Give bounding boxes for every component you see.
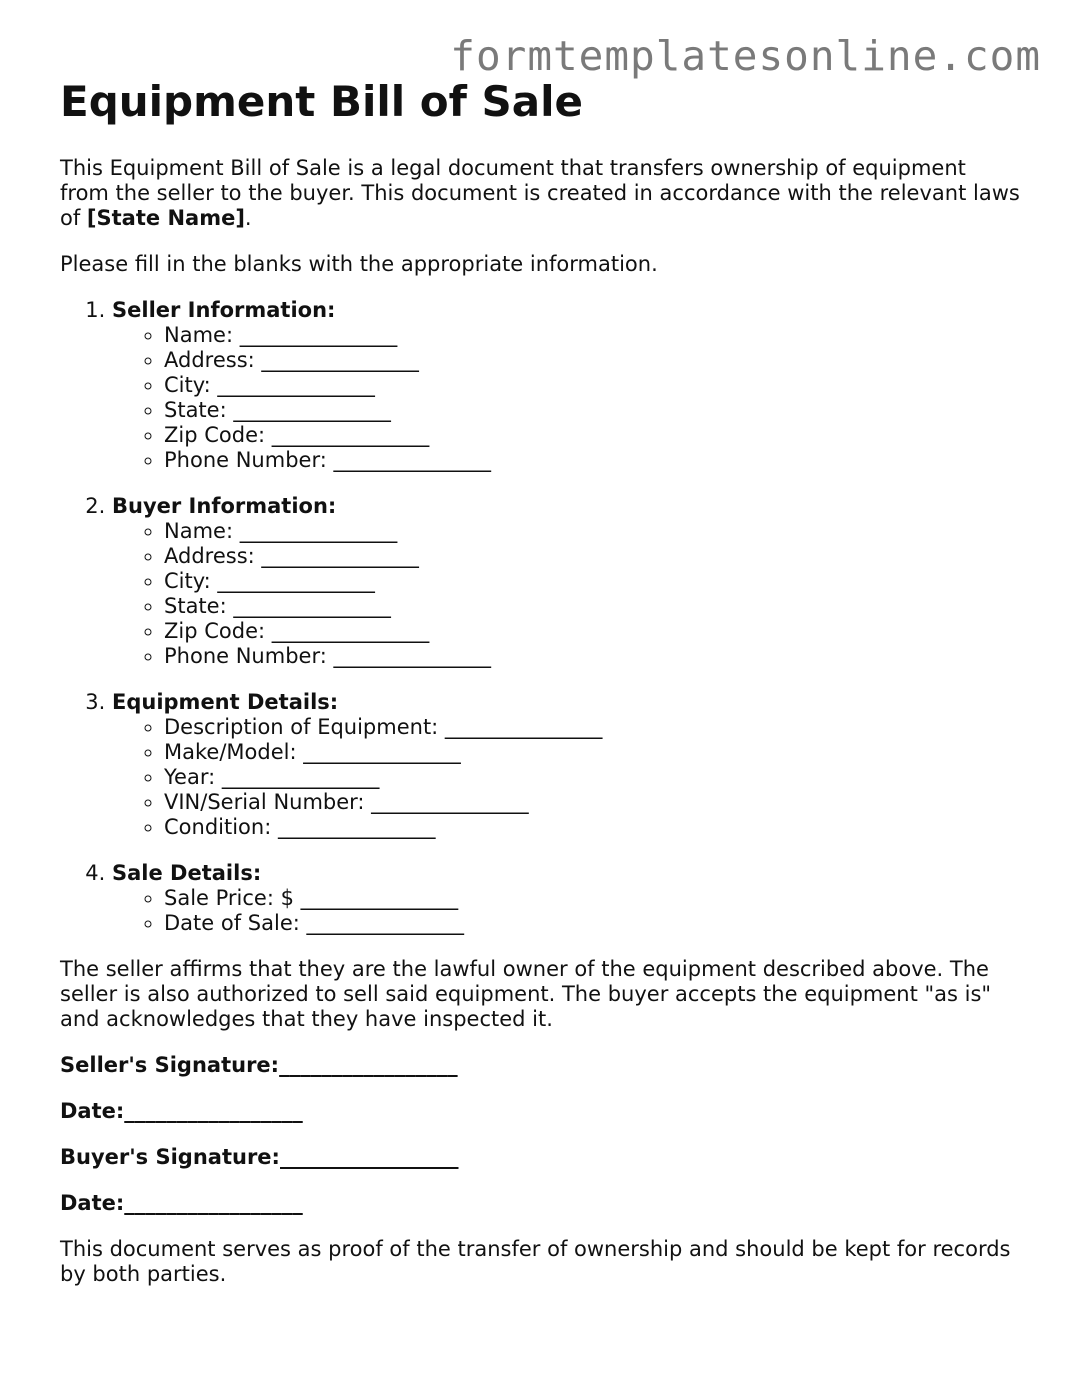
field-year[interactable]: ◦ Year: _______________ (164, 765, 1020, 790)
section-equipment-details (112, 690, 1020, 840)
field-list (112, 519, 1020, 669)
field-make-model[interactable]: ◦ Make/Model: _______________ (164, 740, 1020, 765)
field-vin-serial[interactable]: ◦ VIN/Serial Number: _______________ (164, 790, 1020, 815)
field-buyer-city[interactable]: ◦ City: _______________ (164, 569, 1020, 594)
buyer-signature-line[interactable]: Buyer's Signature:_________________ (60, 1145, 459, 1169)
seller-date-line[interactable]: Date:_________________ (60, 1099, 303, 1123)
field-buyer-name[interactable]: ◦ Name: _______________ (164, 519, 1020, 544)
intro-text: This Equipment Bill of Sale is a legal document that transfers ownership of equipment from the seller to the buyer. This document is created in accordance with the relevant laws of (60, 156, 1020, 230)
field-equipment-description[interactable]: ◦ Description of Equipment: _______________ (164, 715, 1020, 740)
section-heading: Equipment Details: (112, 690, 339, 714)
section-sale-details (112, 861, 1020, 936)
section-heading: Seller Information: (112, 298, 336, 322)
watermark: formtemplatesonline.com (450, 32, 1041, 80)
field-seller-phone[interactable]: ◦ Phone Number: _______________ (164, 448, 1020, 473)
intro-end: . (244, 206, 252, 230)
field-buyer-zip[interactable]: ◦ Zip Code: _______________ (164, 619, 1020, 644)
field-date-of-sale[interactable]: ◦ Date of Sale: _______________ (164, 911, 1020, 936)
field-seller-zip[interactable]: ◦ Zip Code: _______________ (164, 423, 1020, 448)
field-condition[interactable]: ◦ Condition: _______________ (164, 815, 1020, 840)
field-sale-price[interactable]: ◦ Sale Price: $ _______________ (164, 886, 1020, 911)
form-sections (60, 298, 1020, 936)
field-list (112, 886, 1020, 936)
instructions-text: Please fill in the blanks with the appropriate information. (60, 252, 658, 276)
section-heading: Sale Details: (112, 861, 262, 885)
field-seller-name[interactable]: ◦ Name: _______________ (164, 323, 1020, 348)
field-list (112, 323, 1020, 473)
document-body (60, 74, 1020, 1287)
intro-paragraph (60, 156, 1020, 231)
footer-note: This document serves as proof of the transfer of ownership and should be kept for records by both parties. (60, 1237, 1011, 1286)
field-seller-state[interactable]: ◦ State: _______________ (164, 398, 1020, 423)
affirmation-paragraph: The seller affirms that they are the lawful owner of the equipment described above. The seller is also authorized to sell said equipment. The buyer accepts the equipment "as is" and acknowledges that they have inspected it. (60, 957, 992, 1031)
field-buyer-address[interactable]: ◦ Address: _______________ (164, 544, 1020, 569)
field-list (112, 715, 1020, 840)
field-buyer-phone[interactable]: ◦ Phone Number: _______________ (164, 644, 1020, 669)
buyer-date-line[interactable]: Date:_________________ (60, 1191, 303, 1215)
seller-signature-line[interactable]: Seller's Signature:_________________ (60, 1053, 458, 1077)
section-heading: Buyer Information: (112, 494, 337, 518)
section-seller-information (112, 298, 1020, 473)
page-title: Equipment Bill of Sale (60, 77, 584, 126)
section-buyer-information (112, 494, 1020, 669)
field-buyer-state[interactable]: ◦ State: _______________ (164, 594, 1020, 619)
field-seller-city[interactable]: ◦ City: _______________ (164, 373, 1020, 398)
field-seller-address[interactable]: ◦ Address: _______________ (164, 348, 1020, 373)
state-placeholder: [State Name] (86, 206, 245, 230)
